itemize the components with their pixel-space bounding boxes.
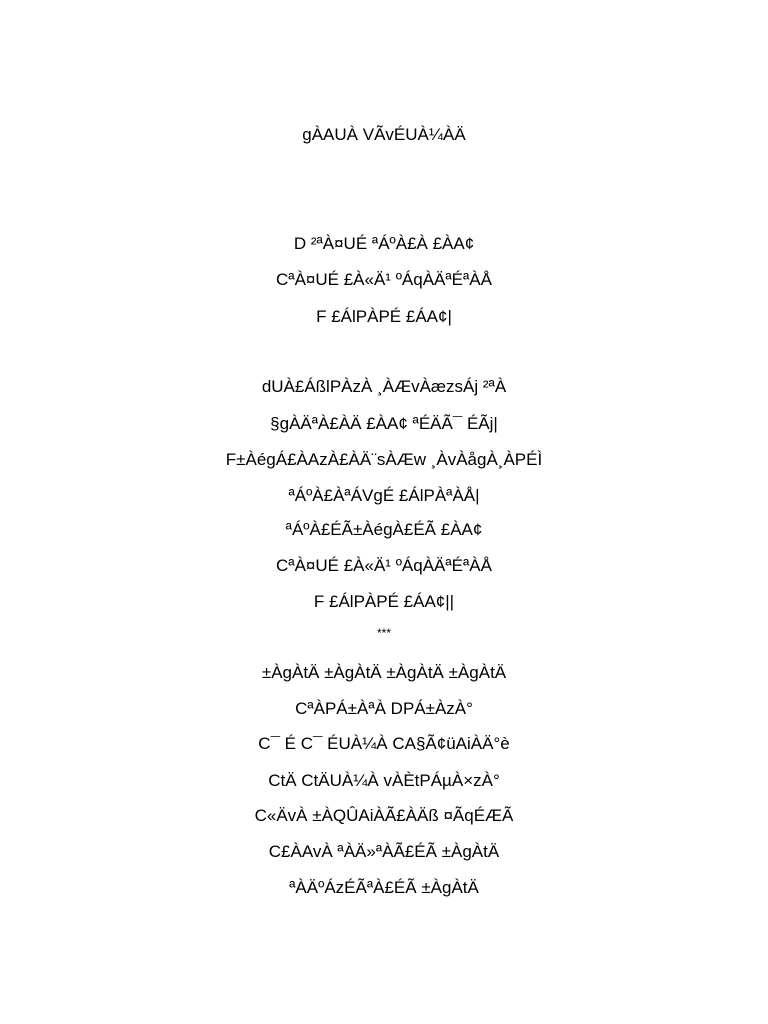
verse-line: F £ÁlPÀPÉ £ÁA¢| bbox=[316, 307, 452, 326]
verse-line: CªÀPÁ±ÀªÀ DPÁ±ÀzÀ° bbox=[295, 699, 473, 718]
verse-line: CªÀ¤UÉ £À«Ä¹ ºÁqÀÄªÉªÀÅ bbox=[276, 270, 492, 289]
document-title: gÀAUÀ VÃvÉUÀ¼ÀÄ bbox=[302, 125, 466, 144]
verse-line: ªÀÄºÁzÉÃªÀ£ÉÃ ±ÀgÀtÄ bbox=[289, 878, 479, 897]
verse-line: D ²ªÀ¤UÉ ªÁºÀ£À £ÀA¢ bbox=[293, 234, 475, 253]
verse-line: dUÀ£ÁßlPÀzÀ ¸ÀÆvÀæzsÁj ²ªÀ bbox=[261, 377, 507, 396]
verse-line: C£ÀAvÀ ªÀÄ»ªÀÃ£ÉÃ ±ÀgÀtÄ bbox=[268, 842, 500, 861]
section-separator: *** bbox=[376, 626, 391, 640]
verse-line: F £ÁlPÀPÉ £ÁA¢|| bbox=[313, 592, 455, 611]
verse-line: C«ÄvÀ ±ÀQÛAiÀÃ£ÀÄß ¤ÃqÉÆÃ bbox=[254, 806, 514, 825]
verse-line: ªÁºÀ£ÀªÁVgÉ £ÁlPÀªÀÅ| bbox=[288, 486, 480, 505]
verse-line: ±ÀgÀtÄ ±ÀgÀtÄ ±ÀgÀtÄ ±ÀgÀtÄ bbox=[261, 663, 507, 682]
verse-line: C¯ É C¯ ÉUÀ¼À CA§Ã¢üAiÀÄ°è bbox=[258, 734, 510, 753]
verse-line: ªÁºÀ£ÉÃ±ÀégÀ£ÉÃ £ÀA¢ bbox=[285, 520, 483, 539]
verse-line: §gÀÄªÀ£ÀÄ £ÀA¢ ªÉÄÃ¯ ÉÃj| bbox=[270, 414, 498, 433]
verse-line: F±ÀégÁ£ÀAzÀ£ÀÄ¨sÀÆw ¸ÀvÀågÀ¸ÀPÉÌ bbox=[225, 450, 543, 469]
verse-line: CtÄ CtÄUÀ¼À vÀÈtPÁµÀ×zÀ° bbox=[268, 771, 500, 790]
verse-line: CªÀ¤UÉ £À«Ä¹ ºÁqÀÄªÉªÀÅ bbox=[276, 556, 492, 575]
